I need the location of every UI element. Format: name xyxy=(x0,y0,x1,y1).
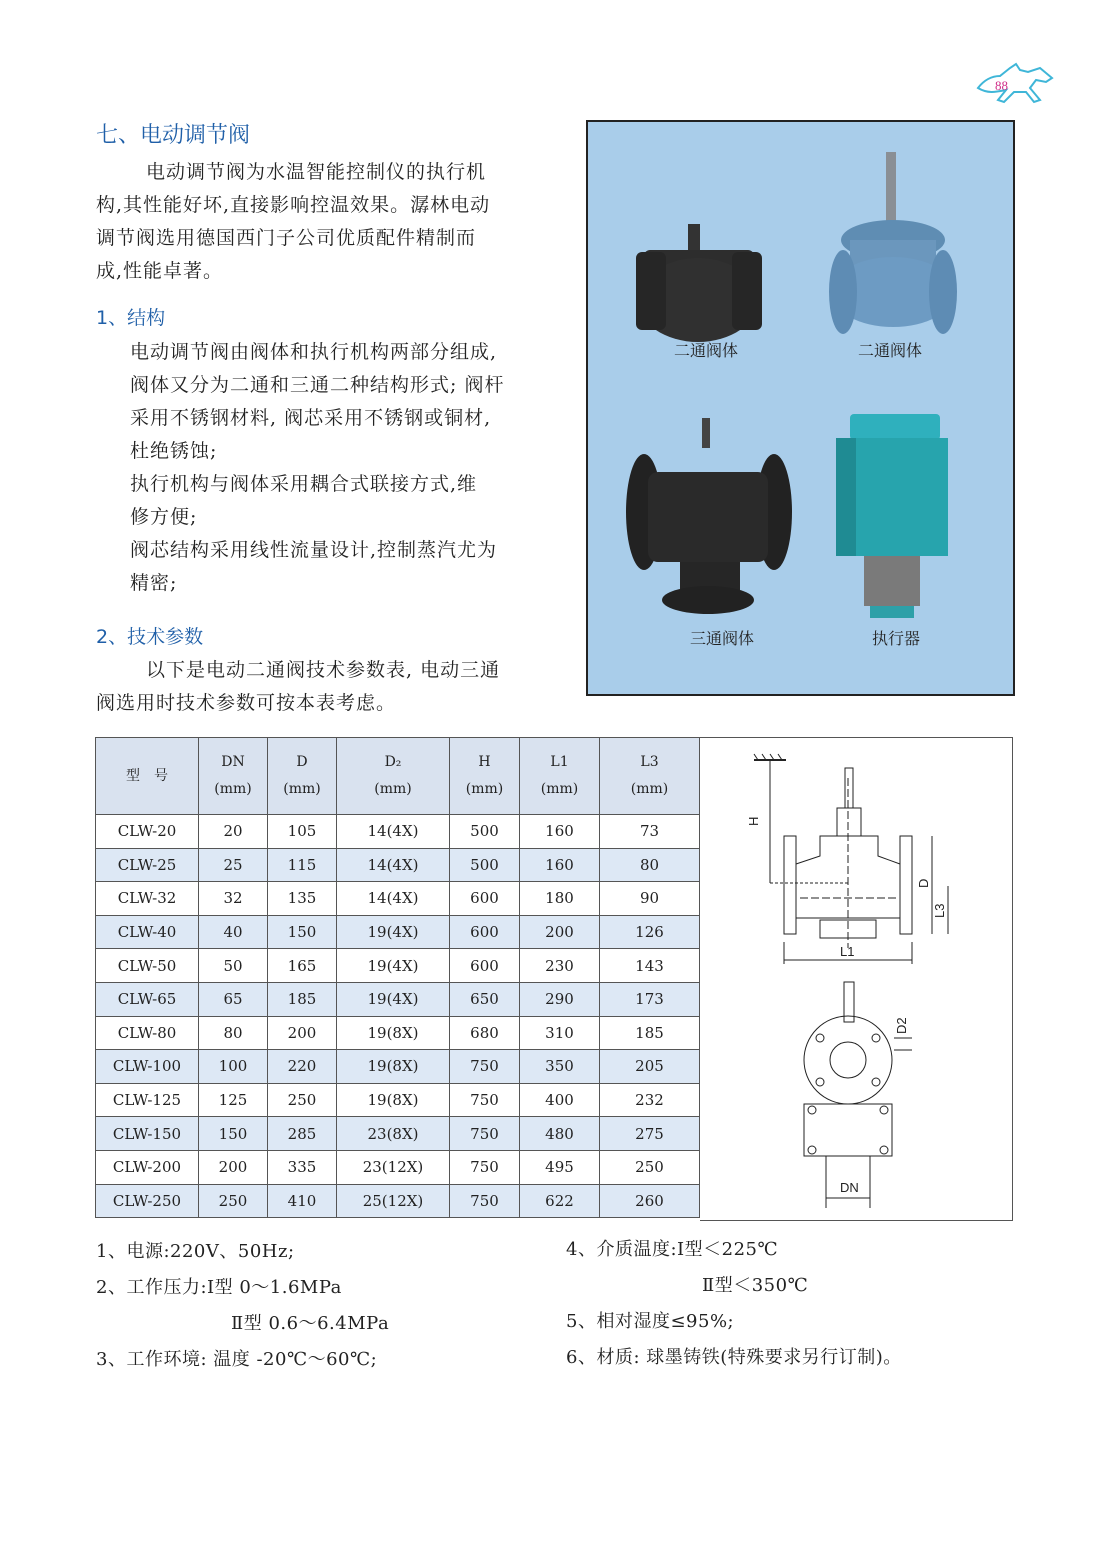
intro-line: 电动调节阀为水温智能控制仪的执行机 xyxy=(146,161,487,183)
spec-table xyxy=(95,737,700,1218)
table-cell: 105 xyxy=(268,815,337,849)
caption-two-way-1: 二通阀体 xyxy=(673,341,738,360)
table-cell: 335 xyxy=(268,1150,337,1184)
table-cell: 180 xyxy=(520,882,600,916)
note-item: Ⅱ型＜350℃ xyxy=(702,1275,809,1296)
table-cell: 173 xyxy=(600,982,700,1016)
table-cell: 275 xyxy=(600,1117,700,1151)
header-d2: D₂ (mm) xyxy=(337,738,450,815)
note-item: 4、介质温度:Ⅰ型＜225℃ xyxy=(566,1239,779,1260)
label-dn: DN xyxy=(840,1180,859,1195)
structure-paragraph xyxy=(130,336,560,600)
tech-paragraph xyxy=(96,654,556,720)
table-cell: 250 xyxy=(199,1184,268,1218)
table-cell: 220 xyxy=(268,1050,337,1084)
two-way-valve-threaded-image xyxy=(636,224,762,342)
table-row xyxy=(96,949,700,983)
table-cell: 290 xyxy=(520,982,600,1016)
table-row xyxy=(96,1184,700,1218)
table-cell: 40 xyxy=(199,915,268,949)
table-cell: 50 xyxy=(199,949,268,983)
structure-line: 采用不锈钢材料, 阀芯采用不锈钢或铜材, xyxy=(130,407,492,429)
table-cell: 600 xyxy=(450,949,520,983)
header-model: 型 号 xyxy=(96,738,199,815)
table-cell: CLW-80 xyxy=(96,1016,199,1050)
table-row xyxy=(96,882,700,916)
structure-line: 精密; xyxy=(130,572,178,594)
two-way-valve-flanged-image xyxy=(829,152,957,334)
table-cell: CLW-25 xyxy=(96,848,199,882)
table-cell: 150 xyxy=(268,915,337,949)
table-cell: 480 xyxy=(520,1117,600,1151)
note-item: 2、工作压力:Ⅰ型 0～1.6MPa xyxy=(96,1277,342,1298)
table-row xyxy=(96,1016,700,1050)
table-cell: 100 xyxy=(199,1050,268,1084)
table-cell: 126 xyxy=(600,915,700,949)
table-cell: 750 xyxy=(450,1117,520,1151)
note-item: Ⅱ型 0.6～6.4MPa xyxy=(231,1313,390,1334)
table-cell: 14(4X) xyxy=(337,882,450,916)
three-way-valve-image xyxy=(626,418,792,614)
valve-photos-image xyxy=(588,122,1013,694)
table-cell: 185 xyxy=(600,1016,700,1050)
table-cell: 14(4X) xyxy=(337,848,450,882)
header-h: H (mm) xyxy=(450,738,520,815)
table-cell: 350 xyxy=(520,1050,600,1084)
table-cell: 19(4X) xyxy=(337,949,450,983)
table-row xyxy=(96,1150,700,1184)
table-cell: 250 xyxy=(600,1150,700,1184)
table-cell: 25(12X) xyxy=(337,1184,450,1218)
table-cell: 160 xyxy=(520,815,600,849)
table-cell: 165 xyxy=(268,949,337,983)
table-header-row xyxy=(96,738,700,815)
label-l1: L1 xyxy=(840,944,855,959)
label-l3: L3 xyxy=(932,903,947,918)
table-cell: CLW-20 xyxy=(96,815,199,849)
product-photo-panel xyxy=(586,120,1015,696)
label-d2: D2 xyxy=(894,1017,909,1034)
header-dn: DN (mm) xyxy=(199,738,268,815)
table-cell: 750 xyxy=(450,1050,520,1084)
structure-line: 修方便; xyxy=(130,506,198,528)
table-cell: CLW-200 xyxy=(96,1150,199,1184)
intro-paragraph xyxy=(96,156,556,288)
table-cell: 622 xyxy=(520,1184,600,1218)
intro-line: 调节阀选用德国西门子公司优质配件精制而 xyxy=(96,227,477,249)
table-cell: CLW-100 xyxy=(96,1050,199,1084)
table-cell: 200 xyxy=(268,1016,337,1050)
table-cell: 600 xyxy=(450,882,520,916)
section-title: 七、电动调节阀 xyxy=(96,123,251,148)
table-cell: 143 xyxy=(600,949,700,983)
table-cell: 650 xyxy=(450,982,520,1016)
table-cell: CLW-150 xyxy=(96,1117,199,1151)
table-cell: 19(4X) xyxy=(337,915,450,949)
table-cell: CLW-50 xyxy=(96,949,199,983)
table-cell: 600 xyxy=(450,915,520,949)
table-cell: 200 xyxy=(520,915,600,949)
table-cell: 260 xyxy=(600,1184,700,1218)
table-cell: 750 xyxy=(450,1150,520,1184)
table-cell: CLW-40 xyxy=(96,915,199,949)
table-cell: 19(8X) xyxy=(337,1050,450,1084)
note-item: 5、相对湿度≤95%; xyxy=(566,1311,735,1332)
tech-heading: 2、技术参数 xyxy=(96,626,204,648)
table-cell: 150 xyxy=(199,1117,268,1151)
caption-two-way-2: 二通阀体 xyxy=(857,341,922,360)
label-h: H xyxy=(746,816,761,826)
header-d: D (mm) xyxy=(268,738,337,815)
table-row xyxy=(96,1050,700,1084)
table-cell: 19(8X) xyxy=(337,1083,450,1117)
table-row xyxy=(96,915,700,949)
notes-left xyxy=(96,1234,389,1378)
table-cell: 80 xyxy=(600,848,700,882)
table-cell: 500 xyxy=(450,848,520,882)
table-row xyxy=(96,1117,700,1151)
header-l3: L3 (mm) xyxy=(600,738,700,815)
table-cell: 160 xyxy=(520,848,600,882)
table-cell: 410 xyxy=(268,1184,337,1218)
table-cell: 73 xyxy=(600,815,700,849)
table-cell: CLW-65 xyxy=(96,982,199,1016)
structure-line: 杜绝锈蚀; xyxy=(130,440,218,462)
table-cell: 200 xyxy=(199,1150,268,1184)
table-row xyxy=(96,815,700,849)
tech-line: 以下是电动二通阀技术参数表, 电动三通 xyxy=(146,659,501,681)
table-cell: 32 xyxy=(199,882,268,916)
table-cell: 115 xyxy=(268,848,337,882)
table-cell: 750 xyxy=(450,1083,520,1117)
valve-dimension-diagram xyxy=(700,737,1013,1221)
table-cell: 23(8X) xyxy=(337,1117,450,1151)
header-l1: L1 (mm) xyxy=(520,738,600,815)
table-cell: 185 xyxy=(268,982,337,1016)
table-cell: CLW-250 xyxy=(96,1184,199,1218)
table-cell: 680 xyxy=(450,1016,520,1050)
actuator-image xyxy=(836,414,948,618)
table-cell: 23(12X) xyxy=(337,1150,450,1184)
note-item: 6、材质: 球墨铸铁(特殊要求另行订制)。 xyxy=(566,1347,902,1368)
table-cell: 25 xyxy=(199,848,268,882)
intro-line: 成,性能卓著。 xyxy=(96,260,224,282)
table-cell: 14(4X) xyxy=(337,815,450,849)
notes-right xyxy=(566,1232,902,1376)
horse-logo-icon xyxy=(970,58,1060,110)
table-cell: 19(4X) xyxy=(337,982,450,1016)
table-row xyxy=(96,848,700,882)
tech-line: 阀选用时技术参数可按本表考虑。 xyxy=(96,692,397,714)
table-cell: CLW-125 xyxy=(96,1083,199,1117)
structure-line: 阀芯结构采用线性流量设计,控制蒸汽尤为 xyxy=(130,539,498,561)
table-cell: 310 xyxy=(520,1016,600,1050)
table-cell: 65 xyxy=(199,982,268,1016)
caption-actuator: 执行器 xyxy=(871,629,920,648)
table-cell: 232 xyxy=(600,1083,700,1117)
table-cell: 285 xyxy=(268,1117,337,1151)
table-cell: 205 xyxy=(600,1050,700,1084)
page-number: 88 xyxy=(995,78,1008,93)
intro-line: 构,其性能好坏,直接影响控温效果。潺林电动 xyxy=(96,194,491,216)
table-cell: 230 xyxy=(520,949,600,983)
structure-line: 电动调节阀由阀体和执行机构两部分组成, xyxy=(130,341,498,363)
note-item: 3、工作环境: 温度 -20℃～60℃; xyxy=(96,1349,378,1370)
table-cell: 250 xyxy=(268,1083,337,1117)
structure-heading: 1、结构 xyxy=(96,307,166,329)
table-cell: 90 xyxy=(600,882,700,916)
table-cell: 400 xyxy=(520,1083,600,1117)
table-cell: 135 xyxy=(268,882,337,916)
structure-line: 执行机构与阀体采用耦合式联接方式,维 xyxy=(130,473,478,495)
table-row xyxy=(96,982,700,1016)
label-d: D xyxy=(916,878,931,888)
table-cell: 125 xyxy=(199,1083,268,1117)
table-cell: 750 xyxy=(450,1184,520,1218)
table-cell: 20 xyxy=(199,815,268,849)
caption-three-way: 三通阀体 xyxy=(689,629,754,648)
table-cell: CLW-32 xyxy=(96,882,199,916)
table-cell: 495 xyxy=(520,1150,600,1184)
structure-line: 阀体又分为二通和三通二种结构形式; 阀杆 xyxy=(130,374,505,396)
table-cell: 19(8X) xyxy=(337,1016,450,1050)
table-cell: 80 xyxy=(199,1016,268,1050)
table-row xyxy=(96,1083,700,1117)
note-item: 1、电源:220V、50Hz; xyxy=(96,1241,295,1262)
table-cell: 500 xyxy=(450,815,520,849)
